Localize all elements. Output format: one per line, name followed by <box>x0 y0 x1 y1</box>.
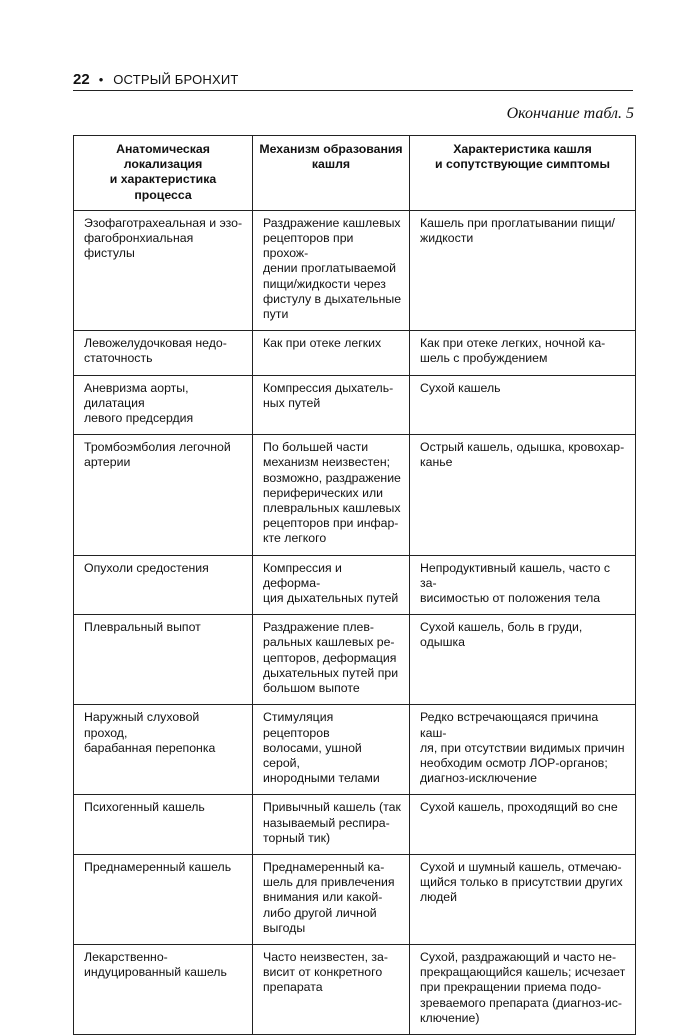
cell-symptoms: Сухой кашель <box>410 375 636 435</box>
cell-symptoms: Редко встречающаяся причина каш- ля, при отсутствии видимых причин необходим осмотр ЛОР-органов; диагноз-исключение <box>410 705 636 795</box>
cell-location: Преднамеренный кашель <box>74 854 253 944</box>
column-header-symptoms: Характеристика кашля и сопутствующие симптомы <box>410 136 636 211</box>
cell-symptoms: Как при отеке легких, ночной ка- шель с пробуждением <box>410 331 636 375</box>
cell-location: Эзофаготрахеальная и эзо- фагобронхиальная фистулы <box>74 210 253 330</box>
table-row <box>74 615 636 705</box>
table-row <box>74 435 636 555</box>
cell-symptoms: Кашель при проглатывании пищи/ жидкости <box>410 210 636 330</box>
cell-location: Тромбоэмболия легочной артерии <box>74 435 253 555</box>
cough-causes-table <box>73 135 636 1035</box>
table-row <box>74 555 636 615</box>
table-caption: Окончание табл. 5 <box>506 105 634 122</box>
chapter-title: ОСТРЫЙ БРОНХИТ <box>113 71 239 87</box>
column-header-location: Анатомическая локализация и характеристика процесса <box>74 136 253 211</box>
table-row <box>74 944 636 1034</box>
cell-mechanism: Компрессия и деформа- ция дыхательных путей <box>253 555 410 615</box>
table-row <box>74 210 636 330</box>
cell-location: Опухоли средостения <box>74 555 253 615</box>
table-row <box>74 854 636 944</box>
cell-symptoms: Сухой кашель, боль в груди, одышка <box>410 615 636 705</box>
cell-mechanism: Раздражение плев- ральных кашлевых ре- цепторов, деформация дыхательных путей при большом выпоте <box>253 615 410 705</box>
cell-location: Левожелудочковая недо- статочность <box>74 331 253 375</box>
table-header-row <box>74 136 636 211</box>
cell-location: Психогенный кашель <box>74 795 253 855</box>
cell-mechanism: Как при отеке легких <box>253 331 410 375</box>
cell-location: Наружный слуховой проход, барабанная перепонка <box>74 705 253 795</box>
cell-mechanism: Стимуляция рецепторов волосами, ушной серой, инородными телами <box>253 705 410 795</box>
bullet-icon: • <box>98 71 104 87</box>
cell-mechanism: Привычный кашель (так называемый респира- торный тик) <box>253 795 410 855</box>
cell-mechanism: Часто неизвестен, за- висит от конкретного препарата <box>253 944 410 1034</box>
cell-symptoms: Сухой кашель, проходящий во сне <box>410 795 636 855</box>
table-body <box>74 210 636 1034</box>
cell-symptoms: Сухой и шумный кашель, отмечаю- щийся только в присутствии других людей <box>410 854 636 944</box>
column-header-mechanism: Механизм образования кашля <box>253 136 410 211</box>
cell-mechanism: Преднамеренный ка- шель для привлечения внимания или какой- либо другой личной выгоды <box>253 854 410 944</box>
table-row <box>74 331 636 375</box>
cell-location: Плевральный выпот <box>74 615 253 705</box>
cell-symptoms: Сухой, раздражающий и часто не- прекращающийся кашель; исчезает при прекращении приема подо- зреваемого препарата (диагноз-ис- ключение) <box>410 944 636 1034</box>
cell-location: Лекарственно- индуцированный кашель <box>74 944 253 1034</box>
cell-symptoms: Непродуктивный кашель, часто с за- висимостью от положения тела <box>410 555 636 615</box>
table-row <box>74 375 636 435</box>
cell-location: Аневризма аорты, дилатация левого предсердия <box>74 375 253 435</box>
cell-symptoms: Острый кашель, одышка, кровохар- канье <box>410 435 636 555</box>
page-number: 22 <box>73 70 90 88</box>
cell-mechanism: Компрессия дыхатель- ных путей <box>253 375 410 435</box>
cell-mechanism: Раздражение кашлевых рецепторов при прохож- дении проглатываемой пищи/жидкости через фистулу в дыхательные пути <box>253 210 410 330</box>
cell-mechanism: По большей части механизм неизвестен; возможно, раздражение периферических или плевральных кашлевых рецепторов при инфар- кте легкого <box>253 435 410 555</box>
running-header <box>73 68 633 91</box>
table-row <box>74 705 636 795</box>
table-row <box>74 795 636 855</box>
